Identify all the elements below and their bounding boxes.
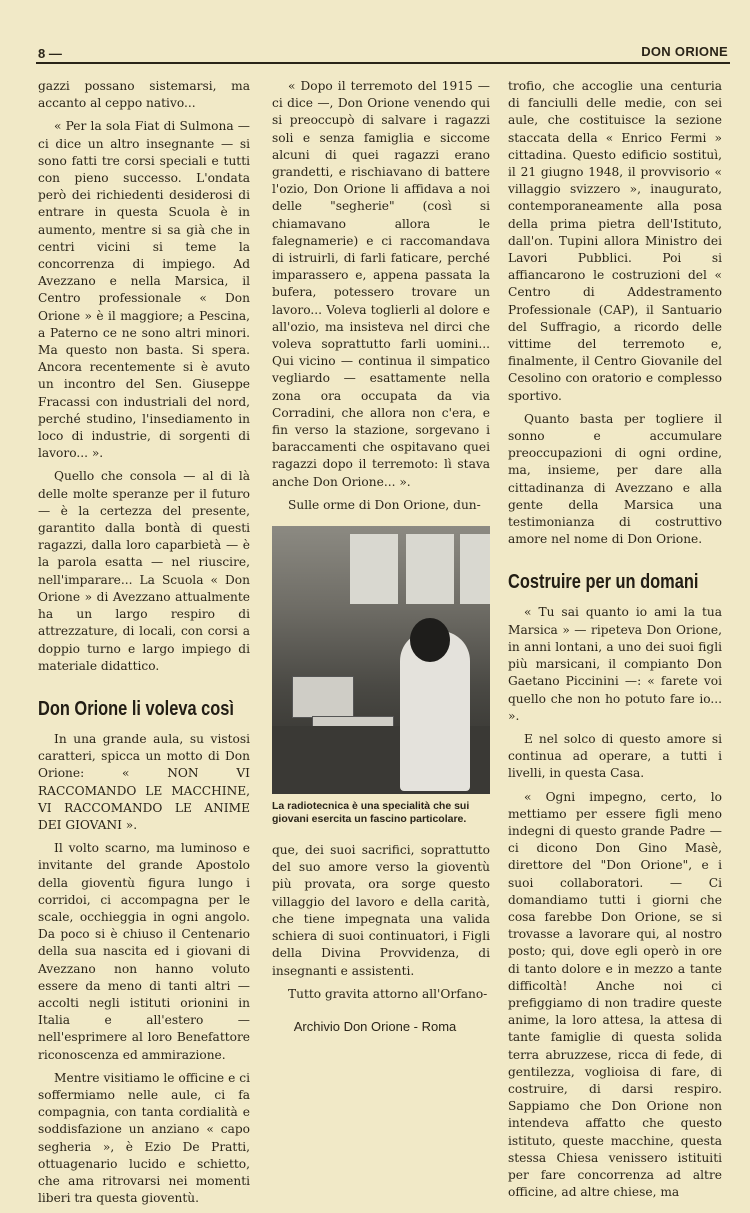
paragraph: Quello che consola — al di là delle molte speranze per il futuro — è la certezza del presente, garantito dalla bontà di questi ragazzi, dalla loro caparbietà — è la parola esatta — nel riuscire, nell'imparare... La Scuola « Don Orione » di Avezzano attualmente ha un largo respiro di attrezzature, di locali, con corsi a doppio turno e largo impiego di materiale didattico. (38, 469, 250, 673)
paragraph: trofio, che accoglie una centuria di fanciulli delle medie, con sei aule, che costituisce la sezione staccata della « Enrico Fermi » cittadina. Questo edificio sostituì, il 21 giugno 1948, il provvisorio « villaggio svizzero », inaugurato, contemporaneamente alla posa della prima pietra dell'Istituto, dall'on. Tupini allora Ministro dei Lavori Pubblici. Poi si affiancarono le costruzioni del « Centro di Addestramento Professionale (CAP), il Santuario del Suffragio, a ricordo delle vittime del terremoto e, finalmente, il Centro Giovanile del Cesolino con oratorio e complesso sportivo. (508, 79, 722, 403)
photo-caption: La radiotecnica è una specialità che sui giovani esercita un fascino particolare. (272, 800, 470, 826)
section-heading: Don Orione li voleva così (38, 697, 234, 720)
paragraph: Quanto basta per togliere il sonno e accumulare preoccupazioni di ogni ordine, ma, insieme, per dare alla cittadinanza di Avezzano e alla gente della Marsica una testimonianza di costruttivo amore nel nome di Don Orione. (508, 411, 722, 547)
paragraph: Sulle orme di Don Orione, dun- (288, 497, 481, 512)
column-2 (272, 78, 490, 1009)
paragraph: Tutto gravita attorno all'Orfano- (288, 986, 488, 1001)
paragraph: « Dopo il terremoto del 1915 — ci dice —, Don Orione venendo qui si preoccupò di salvare i ragazzi soli e senza famiglia e siccome alcuni di quei ragazzi erano grandetti, e rischiavano di battere l'ozio, Don Orione li affidava a noi delle "segherie" (così si chiamavano allora le falegnamerie) e ci raccomandava di istruirli, di farli faticare, perché imparassero e, appena passata la bufera, potessero trovare un lavoro... Voleva toglierli al dolore e all'ozio, ma insisteva nel dirci che voleva soprattutto farli uomini... Qui vicino — continua il simpatico vegliardo — esattamente nella zona ora occupata da via Corradini, che allora non c'era, e fin verso la stazione, sorgevano i baraccamenti che ospitavano quei ragazzi dopo il terremoto: lì stava anche Don Orione... ». (272, 79, 490, 489)
paragraph: « Per la sola Fiat di Sulmona — ci dice un altro insegnante — si sono fatti tre corsi speciali e tutti con pieno successo. L'ondata però dei richiedenti desiderosi di entrare in questa Scuola è in aumento, mentre si sa già che in centri vicini si teme la concorrenza di impiego. Ad Avezzano e nella Marsica, il Centro professionale « Don Orione » è il maggiore; a Pescina, a Paterno ce ne sono altri minori. Ma questo non basta. Si spera. Ancora recentemente si è avuto un incontro del Sen. Giuseppe Fracassi con industriali del nord, perché studino, l'insediamento in loco di industrie, di sorgenti di lavoro... ». (38, 119, 250, 461)
paragraph: In una grande aula, su vistosi caratteri, spicca un motto di Don Orione: « NON VI RACCOMANDO LE MACCHINE, VI RACCOMANDO LE ANIME DEI GIOVANI ». (38, 731, 250, 832)
running-head: DON ORIONE (641, 44, 728, 59)
paragraph: « Ogni impegno, certo, lo mettiamo per essere figli meno indegni di questo grande Padre — ci dicono Don Gino Masè, direttore del "Don Orione", e i suoi collaboratori. — Ci domandiamo tutti i giorni che cosa farebbe Don Orione, se si trovasse a lavorare qui, al nostro posto; qui, dove egli operò in ore di tanto dolore e in mezzo a tante difficoltà! Anche noi ci prefiggiamo di non tradire queste anime, la loro attesa, la attesa di tante famiglie di questa solida terra abruzzese, ricca di fede, di gentilezza, voglioisa di fare, di costruire, di darsi respiro. Sappiamo che Don Orione non intendeva affatto che questo istituto, queste macchine, questa stessa Chiesa venissero istituiti per fare concorrenza ad altre officine, ad altre chiese, ma (508, 789, 722, 1200)
paragraph: que, dei suoi sacrifici, soprattutto del suo amore verso la gioventù più provata, ora sorge questo villaggio del lavoro e della carità, che tiene impegnata una valida schiera di suoi continuatori, i Figli della Divina Provvidenza, di insegnanti e assistenti. (272, 843, 490, 978)
header-rule (36, 62, 730, 64)
paragraph: Il volto scarno, ma luminoso e invitante del grande Apostolo della gioventù figura lungo i corridoi, ci accompagna per le scale, occhieggia in ogni angolo. Da poco si è chiuso il Centenario della sua nascita ed i giovani di Avezzano non hanno voluto essere da meno di tanti altri — accolti negli istituti orionini in Italia e all'estero — nell'esprimere al loro Benefattore riconoscenza ed ammirazione. (38, 841, 250, 1062)
section-heading: Costruire per un domani (508, 571, 699, 594)
column-3 (508, 78, 722, 1207)
photo-radio-technician (272, 526, 490, 794)
page-number: 8 — (38, 46, 62, 61)
paragraph: « Tu sai quanto io ami la tua Marsica » — ripeteva Don Orione, in anni lontani, a uno dei suoi figli più marsicani, il compianto Don Gaetano Piccinini —: « farete voi quello che non ho potuto fare io... ». (508, 605, 722, 723)
paragraph: Mentre visitiamo le officine e ci soffermiamo nelle aule, ci fa compagnia, con tanta cordialità e soddisfazione un anziano « capo segheria », è Ezio De Pratti, ottuagenario lucido e schietto, che ama ritrovarsi nei momenti liberi tra questa gioventù. (38, 1070, 250, 1206)
paragraph: gazzi possano sistemarsi, ma accanto al ceppo nativo... (38, 79, 250, 111)
paragraph: E nel solco di questo amore si continua ad operare, a tutti i livelli, in questa Casa. (508, 731, 722, 781)
archive-footer: Archivio Don Orione - Roma (293, 1019, 457, 1034)
